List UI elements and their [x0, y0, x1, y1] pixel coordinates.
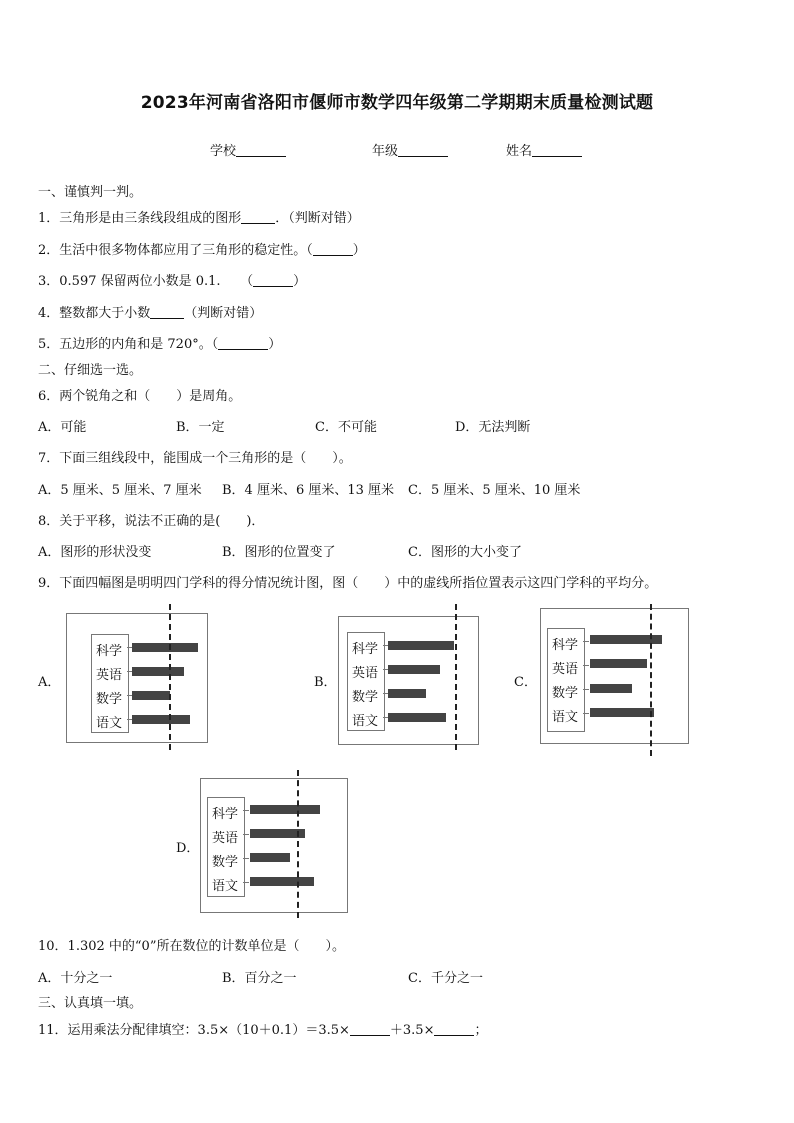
- option-10c[interactable]: C．千分之一: [408, 971, 483, 986]
- question-2: 2．生活中很多物体都应用了三角形的稳定性。（ ）: [38, 243, 366, 258]
- subject-label: 数学: [551, 686, 578, 701]
- option-10a[interactable]: A．十分之一: [38, 971, 113, 986]
- bar-science: [388, 641, 454, 650]
- option-9a[interactable]: A．: [38, 675, 61, 690]
- option-6a[interactable]: A．可能: [38, 420, 87, 435]
- bar-science: [250, 805, 320, 814]
- bar-english: [132, 667, 184, 676]
- school-label: 学校: [210, 144, 237, 159]
- average-dashed-line: [455, 604, 457, 750]
- bar-chinese: [590, 708, 654, 717]
- subject-label: 科学: [551, 638, 578, 653]
- average-dashed-line: [169, 604, 171, 750]
- subject-label: 数学: [211, 855, 238, 870]
- question-7: 7．下面三组线段中，能围成一个三角形的是（ ）。: [38, 451, 352, 466]
- bar-science: [132, 643, 198, 652]
- bar-math: [590, 684, 632, 693]
- option-6c[interactable]: C．不可能: [315, 420, 377, 435]
- grade-label: 年级: [372, 144, 399, 159]
- name-blank[interactable]: [532, 142, 582, 157]
- option-8a[interactable]: A．图形的形状没变: [38, 545, 152, 560]
- answer-blank[interactable]: [150, 304, 184, 319]
- subject-label: 数学: [351, 690, 378, 705]
- option-6b[interactable]: B．一定: [176, 420, 225, 435]
- question-8: 8．关于平移，说法不正确的是( )．: [38, 514, 265, 529]
- answer-blank[interactable]: [218, 335, 268, 350]
- bar-chinese: [132, 715, 190, 724]
- subject-label: 科学: [95, 644, 122, 659]
- axis-tick: [243, 810, 249, 811]
- option-7a[interactable]: A．5 厘米、5 厘米、7 厘米: [38, 483, 202, 498]
- bar-chinese: [250, 877, 314, 886]
- subject-label: 英语: [551, 662, 578, 677]
- question-11: 11．运用乘法分配律填空：3.5×（10＋0.1）＝3.5× ＋3.5× ；: [38, 1023, 488, 1038]
- section-heading-2: 二、仔细选一选。: [38, 363, 143, 378]
- bar-english: [388, 665, 440, 674]
- option-10b[interactable]: B．百分之一: [222, 971, 297, 986]
- name-field: [506, 140, 582, 159]
- bar-math: [132, 691, 170, 700]
- option-9d[interactable]: D．: [176, 841, 200, 856]
- answer-blank[interactable]: [313, 241, 353, 256]
- option-6d[interactable]: D．无法判断: [455, 420, 531, 435]
- option-8c[interactable]: C．图形的大小变了: [408, 545, 522, 560]
- question-5: 5．五边形的内角和是 720°。（ ）: [38, 337, 282, 352]
- subject-label: 语文: [551, 710, 578, 725]
- axis-tick: [583, 641, 589, 642]
- answer-blank[interactable]: [350, 1021, 390, 1036]
- subject-label: 英语: [95, 668, 122, 683]
- subject-label: 科学: [351, 642, 378, 657]
- subject-label: 英语: [351, 666, 378, 681]
- subject-label: 语文: [211, 879, 238, 894]
- question-1: 1．三角形是由三条线段组成的图形 ．（判断对错）: [38, 211, 360, 226]
- subject-label: 英语: [211, 831, 238, 846]
- question-9: 9．下面四幅图是明明四门学科的得分情况统计图，图（ ）中的虚线所指位置表示这四门学科的平均分。: [38, 576, 658, 591]
- option-7b[interactable]: B．4 厘米、6 厘米、13 厘米: [222, 483, 395, 498]
- average-dashed-line: [650, 604, 652, 756]
- subject-label: 数学: [95, 692, 122, 707]
- bar-chinese: [388, 713, 446, 722]
- question-6: 6．两个锐角之和（ ）是周角。: [38, 389, 242, 404]
- answer-blank[interactable]: [434, 1021, 474, 1036]
- axis-tick: [583, 665, 589, 666]
- question-4: 4．整数都大于小数 （判断对错）: [38, 306, 263, 321]
- axis-tick: [243, 858, 249, 859]
- axis-tick: [583, 713, 589, 714]
- grade-blank[interactable]: [398, 142, 448, 157]
- section-heading-3: 三、认真填一填。: [38, 996, 143, 1011]
- option-7c[interactable]: C．5 厘米、5 厘米、10 厘米: [408, 483, 581, 498]
- question-3: 3．0.597 保留两位小数是 0.1. （ ）: [38, 274, 307, 289]
- grade-field: [372, 140, 448, 159]
- school-blank[interactable]: [236, 142, 286, 157]
- option-9c[interactable]: C．: [514, 675, 537, 690]
- axis-tick: [583, 689, 589, 690]
- answer-blank[interactable]: [241, 209, 275, 224]
- section-heading-1: 一、谨慎判一判。: [38, 185, 143, 200]
- bar-math: [388, 689, 426, 698]
- answer-blank[interactable]: [253, 272, 293, 287]
- question-10: 10．1.302 中的“0”所在数位的计数单位是（ ）。: [38, 939, 345, 954]
- subject-label: 语文: [95, 716, 122, 731]
- subject-label: 语文: [351, 714, 378, 729]
- school-field: [210, 140, 286, 159]
- bar-math: [250, 853, 290, 862]
- option-8b[interactable]: B．图形的位置变了: [222, 545, 336, 560]
- name-label: 姓名: [506, 144, 533, 159]
- bar-english: [590, 659, 647, 668]
- option-9b[interactable]: B．: [314, 675, 337, 690]
- page-title: 2023年河南省洛阳市偃师市数学四年级第二学期期末质量检测试题: [140, 93, 654, 113]
- subject-label: 科学: [211, 807, 238, 822]
- axis-tick: [243, 834, 249, 835]
- average-dashed-line: [297, 770, 299, 918]
- axis-tick: [243, 882, 249, 883]
